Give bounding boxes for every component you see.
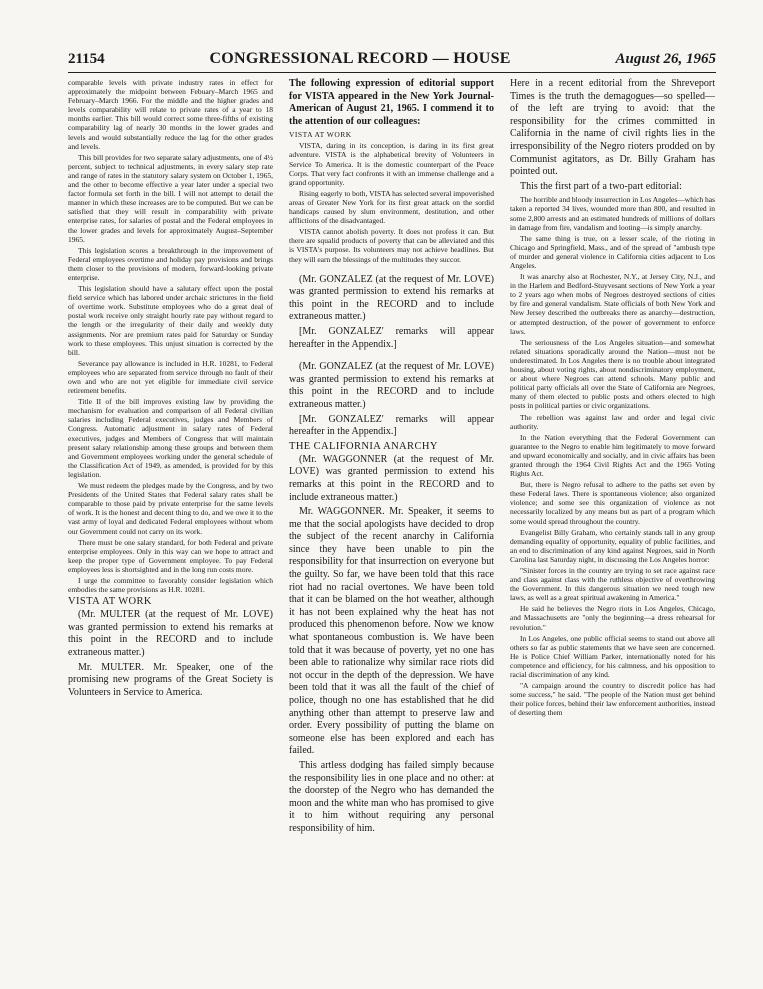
paragraph: The following expression of editorial support for VISTA appeared in the New York Journal-American of August 21, 1965. I commend it to the attention of our colleagues: <box>289 78 494 127</box>
paragraph: Severance pay allowance is included in H.R. 10281, to Federal employees who are separated from service through no fault of their own and who are not yet eligible for immediate civil service retirement benefits. <box>68 358 273 396</box>
section-heading: THE CALIFORNIA ANARCHY <box>289 440 438 452</box>
paragraph: This artless dodging has failed simply because the responsibility lies in one place and no other: at the doorstep of the Negro who has demanded the moon and the white man who has promised to give it to him without requiring any personal responsibility of him. <box>289 759 494 834</box>
article-subheading: VISTA AT WORK <box>289 130 352 140</box>
paragraph: "Sinister forces in the country are trying to set race against race and class against class with the ruthless objective of overthrowing the Government. In this dangerous situation we need tough new laws, as well as a great spiritual awakening in America." <box>510 566 715 603</box>
paragraph: I urge the committee to favorably consider legislation which embodies the same provisions as H.R. 10281. <box>68 575 273 595</box>
paragraph: In Los Angeles, one public official seems to stand out above all others so far as public statements that we have seen are concerned. He is Police Chief William Parker, internationally noted for his competence and efficiency, for his calmness, and his opposition to racial discrimination of any kind. <box>510 633 715 680</box>
page-number: 21154 <box>68 51 105 67</box>
section-heading: VISTA AT WORK <box>68 596 152 608</box>
paragraph: "A campaign around the country to discredit police has had some success," he said. "The people of the Nation must get behind their police forces, behind their law enforcement authorities, instead of deserting them <box>510 681 715 718</box>
paragraph: The seriousness of the Los Angeles situation—and somewhat related situations sporadically around the Nation—must not be underestimated. In Los Angeles there is no trouble about integrated housing, about voting rights, about nondiscriminatory employment, or about where Negroes can attend schools. Many public and political party officials all over the State of California are Negroes, many of them elected to public posts and others elected to high posts in political parties or civic organizations. <box>510 337 715 411</box>
paragraph: Mr. WAGGONNER. Mr. Speaker, it seems to me that the social apologists have decided to drop the subject of the recent anarchy in California since they have been unable to pin the responsibility for that insurrection on everyone but the guilty. So far, we have been told that this race riot had no racial overtones. We have been told that it can be blamed on the hot weather, although it has not been explained why the heat has not produced this phenomenon before. Now we know what spontaneous combustion is. We have been told that it was because of poverty, yet no one has been able to rationalize why similar race riots did not occur in the depth of the depression. We have been told that it was all the fault of the chief of police, though no one has established that he did anything other than attempt to preserve law and order. Every possibility of putting the blame on someone else has been explored and each has failed. <box>289 506 494 757</box>
paragraph: In the Nation everything that the Federal Government can guarantee to the Negro to enable him legitimately to move forward and upward economically and socially, and in civic affairs has been granted through the 1964 Civil Rights Act and the 1965 Voting Rights Act. <box>510 432 715 479</box>
paragraph: (Mr. GONZALEZ (at the request of Mr. LOVE) was granted permission to extend his remarks at this point in the RECORD and to include extraneous matter.) <box>289 361 494 410</box>
paragraph: [Mr. GONZALEZ' remarks will appear hereafter in the Appendix.] <box>289 413 494 438</box>
column-1 <box>68 78 273 968</box>
paragraph: Title II of the bill improves existing law by providing the mechanism for evaluation and comparison of all Federal civilian salaries including Federal executives, judges and Members of Congress. Automatic adjustment in salary rates of Federal executives, judges and Members of Congress that will maintain present salary relationship among these groups and between them and Government employees working under the general schedule of the Classification Act of 1949, as amended, is provided for by this legislation. <box>68 397 273 479</box>
paragraph: This legislation should have a salutary effect upon the postal field service which has labored under archaic strictures in the field of overtime work. Substitute employees who do a great deal of postal work receive only straight hourly rate pay without regard to the length or the irregularity of their daily and weekly duty assignments. Nor are premium rates paid for Saturday or Sunday work to these employees. This unjust situation is corrected by the bill. <box>68 284 273 357</box>
paragraph: (Mr. GONZALEZ (at the request of Mr. LOVE) was granted permission to extend his remarks at this point in the RECORD and to include extraneous matter.) <box>289 273 494 323</box>
page-header <box>68 50 716 73</box>
paragraph: He said he believes the Negro riots in Los Angeles, Chicago, and Massachusetts are "only the beginning—a dress rehearsal for revolution." <box>510 604 715 632</box>
paragraph: VISTA, daring in its conception, is daring in its first great adventure. VISTA is the alphabetical brevity of Volunteers in Service To America. It is the domestic counterpart of the Peace Corps. That very fact confronts it with an immense challenge and a grand opportunity. <box>289 141 494 187</box>
paragraph: The rebellion was against law and order and legal civic authority. <box>510 412 715 431</box>
issue-date: August 26, 1965 <box>615 51 716 67</box>
paragraph: The horrible and bloody insurrection in Los Angeles—which has taken a reported 34 lives, wounded more than 800, and resulted in some 2,800 arrests and an estimated hundreds of millions of dollars in damage from fire, vandalism and looting—is simply anarchy. <box>510 195 715 232</box>
column-3 <box>510 78 715 968</box>
paragraph: Evangelist Billy Graham, who certainly stands tall in any group demanding equality of opportunity, equality of public facilities, and an end to discrimination of any kind against Negroes, said in North Carolina last Saturday night, in discussing the Los Angeles horror: <box>510 527 715 564</box>
paragraph: It was anarchy also at Rochester, N.Y., at Jersey City, N.J., and in the Harlem and Bedford-Stuyvesant sections of New York a year to 2 years ago when mobs of Negroes destroyed sections of cities by fire and general vandalism. State officials of both New York and New Jersey described the outbreaks there as anarchy—destruction, or attempted destruction, of the power of government to enforce laws. <box>510 272 715 336</box>
paragraph: comparable levels with private industry rates in effect for approximately the midpoint between Febuary–March 1965 and February–March 1966. For the middle and the higher grades and levels comparability will relate to private rates of a year to 18 months earlier. This bill would correct some three-fifths of existing comparability lag of nearly 30 months in the lower grades and levels and would substantially reduce the lag for the other grades and levels. <box>68 78 273 151</box>
paragraph: The same thing is true, on a lesser scale, of the rioting in Chicago and Springfield, Mass., and of the spread of "ambush type of murder and general violence in California cities adjacent to Los Angeles. <box>510 233 715 270</box>
masthead: CONGRESSIONAL RECORD — HOUSE <box>209 50 511 67</box>
paragraph: There must be one salary standard, for both Federal and private enterprise employees. Only in this way can we hope to attract and keep the proper type of Government employee. To pay Federal employees less is shortsighted and in the long run costs more. <box>68 537 273 574</box>
column-2 <box>289 78 494 968</box>
paragraph: Rising eagerly to both, VISTA has selected several impoverished areas of Greater New York for its first great attack on the sordid handicaps caused by slum environment, destitution, and other afflictions of the disadvantaged. <box>289 188 494 226</box>
paragraph: This legislation scores a breakthrough in the improvement of Federal employees overtime and holiday pay provisions and brings them closer to the provisions of modern, forward-looking private enterprise. <box>68 245 273 282</box>
paragraph: (Mr. MULTER (at the request of Mr. LOVE) was granted permission to extend his remarks at this point in the RECORD and to include extraneous matter.) <box>68 609 273 658</box>
paragraph: This the first part of a two-part editorial: <box>520 180 682 192</box>
paragraph: But, there is Negro refusal to adhere to the paths set even by these Federal laws. There is spontaneous violence; also organized violence; and some see this organization of violence as not necessarily localized by any means but as part of a program which some would spread throughout the country. <box>510 480 715 526</box>
text-columns <box>68 78 716 968</box>
paragraph: VISTA cannot abolish poverty. It does not profess it can. But there are squalid products of poverty that can be alleviated and this is VISTA's purpose. Its volunteers may not achieve headlines. But they will earn the blessings of the multitudes they succor. <box>289 227 494 264</box>
paragraph: (Mr. WAGGONNER (at the request of Mr. LOVE) was granted permission to extend his remarks at this point in the RECORD and to include extraneous matter.) <box>289 453 494 503</box>
paragraph: [Mr. GONZALEZ' remarks will appear hereafter in the Appendix.] <box>289 325 494 350</box>
paragraph: This bill provides for two separate salary adjustments, one of 4½ percent, subject to technical adjustments, in every salary step rate and range of rates in the statutory salary system on October 1, 1965, and the other to become effective a year later under a special two factor formula set forth in the bill. I will not attempt to detail the manner in which these increases are to be computed. But we can be satisfied that they will result in comparability with private enterprise rates, for salaries of postal and the Federal employees in the lower grades and levels for approximately August–September 1965. <box>68 152 273 244</box>
paragraph: Mr. MULTER. Mr. Speaker, one of the promising new programs of the Great Society is Volunteers in Service to America. <box>68 661 273 698</box>
paragraph: We must redeem the pledges made by the Congress, and by two Presidents of the United States that Federal salary rates shall be comparable to those paid by private enterprise for the same levels of work. It is the honest and decent thing to do, and we owe it to the vast army of loyal and dedicated Federal employees without whom our Government could not carry on its work. <box>68 481 273 536</box>
paragraph: Here in a recent editorial from the Shreveport Times is the truth the demagogues—so spelled—of the left are trying to avoid: that the responsibility for the crimes committed in California in the name of civil rights lies in the irresponsibility of the Negro rioters prodded on by Communist agitators, as Dr. Billy Graham has pointed out. <box>510 78 715 178</box>
